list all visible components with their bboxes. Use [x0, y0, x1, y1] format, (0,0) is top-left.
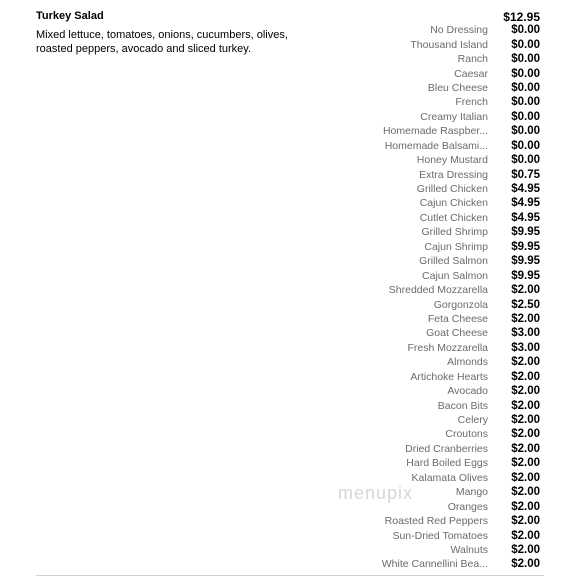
option-price: $4.95 — [511, 197, 540, 210]
option-name: Artichoke Hearts — [410, 370, 488, 383]
option-price: $4.95 — [511, 211, 540, 224]
option-name: Homemade Raspber... — [382, 125, 488, 138]
option-name: No Dressing — [430, 24, 488, 37]
option-price: $9.95 — [511, 269, 540, 282]
option-name: Extra Dressing — [419, 168, 488, 181]
menu-item-price: $12.95 — [503, 10, 540, 24]
option-row — [360, 254, 540, 268]
option-price: $0.00 — [511, 125, 540, 138]
option-name: Cajun Salmon — [422, 269, 488, 282]
option-price: $3.00 — [511, 341, 540, 354]
option-price: $2.00 — [511, 442, 540, 455]
option-name: Sun-Dried Tomatoes — [392, 529, 488, 542]
option-row — [360, 413, 540, 427]
option-name: Fresh Mozzarella — [407, 341, 488, 354]
option-price: $0.00 — [511, 81, 540, 94]
option-price: $0.00 — [511, 38, 540, 51]
option-price: $2.00 — [511, 356, 540, 369]
option-row — [360, 442, 540, 456]
option-price: $2.00 — [511, 370, 540, 383]
option-price: $2.00 — [511, 457, 540, 470]
option-row — [360, 110, 540, 124]
option-row — [360, 196, 540, 210]
option-price: $4.95 — [511, 183, 540, 196]
option-price: $2.00 — [511, 486, 540, 499]
option-price: $0.00 — [511, 139, 540, 152]
option-row — [360, 225, 540, 239]
option-name: Kalamata Olives — [411, 471, 488, 484]
option-row — [360, 240, 540, 254]
option-name: Gorgonzola — [433, 298, 488, 311]
option-row — [360, 297, 540, 311]
option-price: $9.95 — [511, 240, 540, 253]
option-row — [360, 398, 540, 412]
option-name: Avocado — [447, 385, 488, 398]
option-row — [360, 211, 540, 225]
option-price: $0.75 — [511, 168, 540, 181]
option-name: Homemade Balsami... — [384, 139, 488, 152]
option-row — [360, 283, 540, 297]
option-row — [360, 427, 540, 441]
option-row — [360, 514, 540, 528]
option-name: Grilled Salmon — [419, 255, 488, 268]
option-price: $0.00 — [511, 154, 540, 167]
option-name: Walnuts — [450, 543, 488, 556]
option-row — [360, 456, 540, 470]
option-price: $2.00 — [511, 414, 540, 427]
option-name: Oranges — [447, 500, 488, 513]
option-price: $2.00 — [511, 543, 540, 556]
option-name: Grilled Shrimp — [421, 226, 488, 239]
option-price: $2.00 — [511, 428, 540, 441]
option-row — [360, 182, 540, 196]
option-name: White Cannellini Bea... — [381, 558, 488, 571]
option-name: Bacon Bits — [437, 399, 488, 412]
watermark-logo: menupix — [338, 483, 414, 503]
option-row — [360, 355, 540, 369]
option-row — [360, 268, 540, 282]
option-row — [360, 23, 540, 37]
option-row — [360, 312, 540, 326]
option-row — [360, 124, 540, 138]
option-row — [360, 384, 540, 398]
option-price: $9.95 — [511, 255, 540, 268]
option-name: Honey Mustard — [416, 154, 488, 167]
option-price: $2.00 — [511, 312, 540, 325]
option-name: Caesar — [454, 67, 488, 80]
option-row — [360, 52, 540, 66]
option-name: Roasted Red Peppers — [384, 515, 488, 528]
option-price: $2.50 — [511, 298, 540, 311]
option-row — [360, 153, 540, 167]
option-row — [360, 37, 540, 51]
option-name: French — [455, 96, 488, 109]
option-price: $9.95 — [511, 226, 540, 239]
option-name: Almonds — [447, 356, 488, 369]
option-row — [360, 557, 540, 571]
option-name: Hard Boiled Eggs — [406, 457, 488, 470]
option-price: $0.00 — [511, 96, 540, 109]
option-row — [360, 139, 540, 153]
option-row — [360, 528, 540, 542]
option-name: Croutons — [445, 428, 488, 441]
option-price: $0.00 — [511, 24, 540, 37]
option-price: $2.00 — [511, 515, 540, 528]
option-price: $2.00 — [511, 558, 540, 571]
option-price: $2.00 — [511, 399, 540, 412]
menu-item-description: Mixed lettuce, tomatoes, onions, cucumbers, olives, roasted peppers, avocado and sliced turkey. — [36, 29, 288, 55]
option-name: Creamy Italian — [420, 110, 488, 123]
option-name: Bleu Cheese — [427, 81, 488, 94]
option-name: Grilled Chicken — [416, 183, 488, 196]
option-name: Goat Cheese — [426, 327, 488, 340]
option-name: Feta Cheese — [427, 312, 488, 325]
option-name: Cutlet Chicken — [419, 211, 488, 224]
option-name: Thousand Island — [410, 38, 488, 51]
option-price: $2.00 — [511, 500, 540, 513]
option-row — [360, 66, 540, 80]
option-price: $2.00 — [511, 529, 540, 542]
option-name: Dried Cranberries — [405, 442, 488, 455]
option-name: Shredded Mozzarella — [388, 284, 488, 297]
option-price: $2.00 — [511, 284, 540, 297]
menu-item-title: Turkey Salad — [36, 10, 104, 22]
option-name: Cajun Shrimp — [424, 240, 488, 253]
option-price: $2.00 — [511, 385, 540, 398]
option-row — [360, 326, 540, 340]
option-name: Cajun Chicken — [419, 197, 488, 210]
option-row — [360, 341, 540, 355]
divider — [36, 575, 544, 576]
option-price: $2.00 — [511, 471, 540, 484]
option-row — [360, 167, 540, 181]
option-name: Mango — [455, 486, 488, 499]
option-name: Celery — [457, 414, 488, 427]
option-row — [360, 543, 540, 557]
option-price: $0.00 — [511, 67, 540, 80]
option-row — [360, 81, 540, 95]
option-row — [360, 95, 540, 109]
option-price: $3.00 — [511, 327, 540, 340]
option-price: $0.00 — [511, 110, 540, 123]
option-price: $0.00 — [511, 53, 540, 66]
option-row — [360, 370, 540, 384]
option-name: Ranch — [457, 53, 488, 66]
